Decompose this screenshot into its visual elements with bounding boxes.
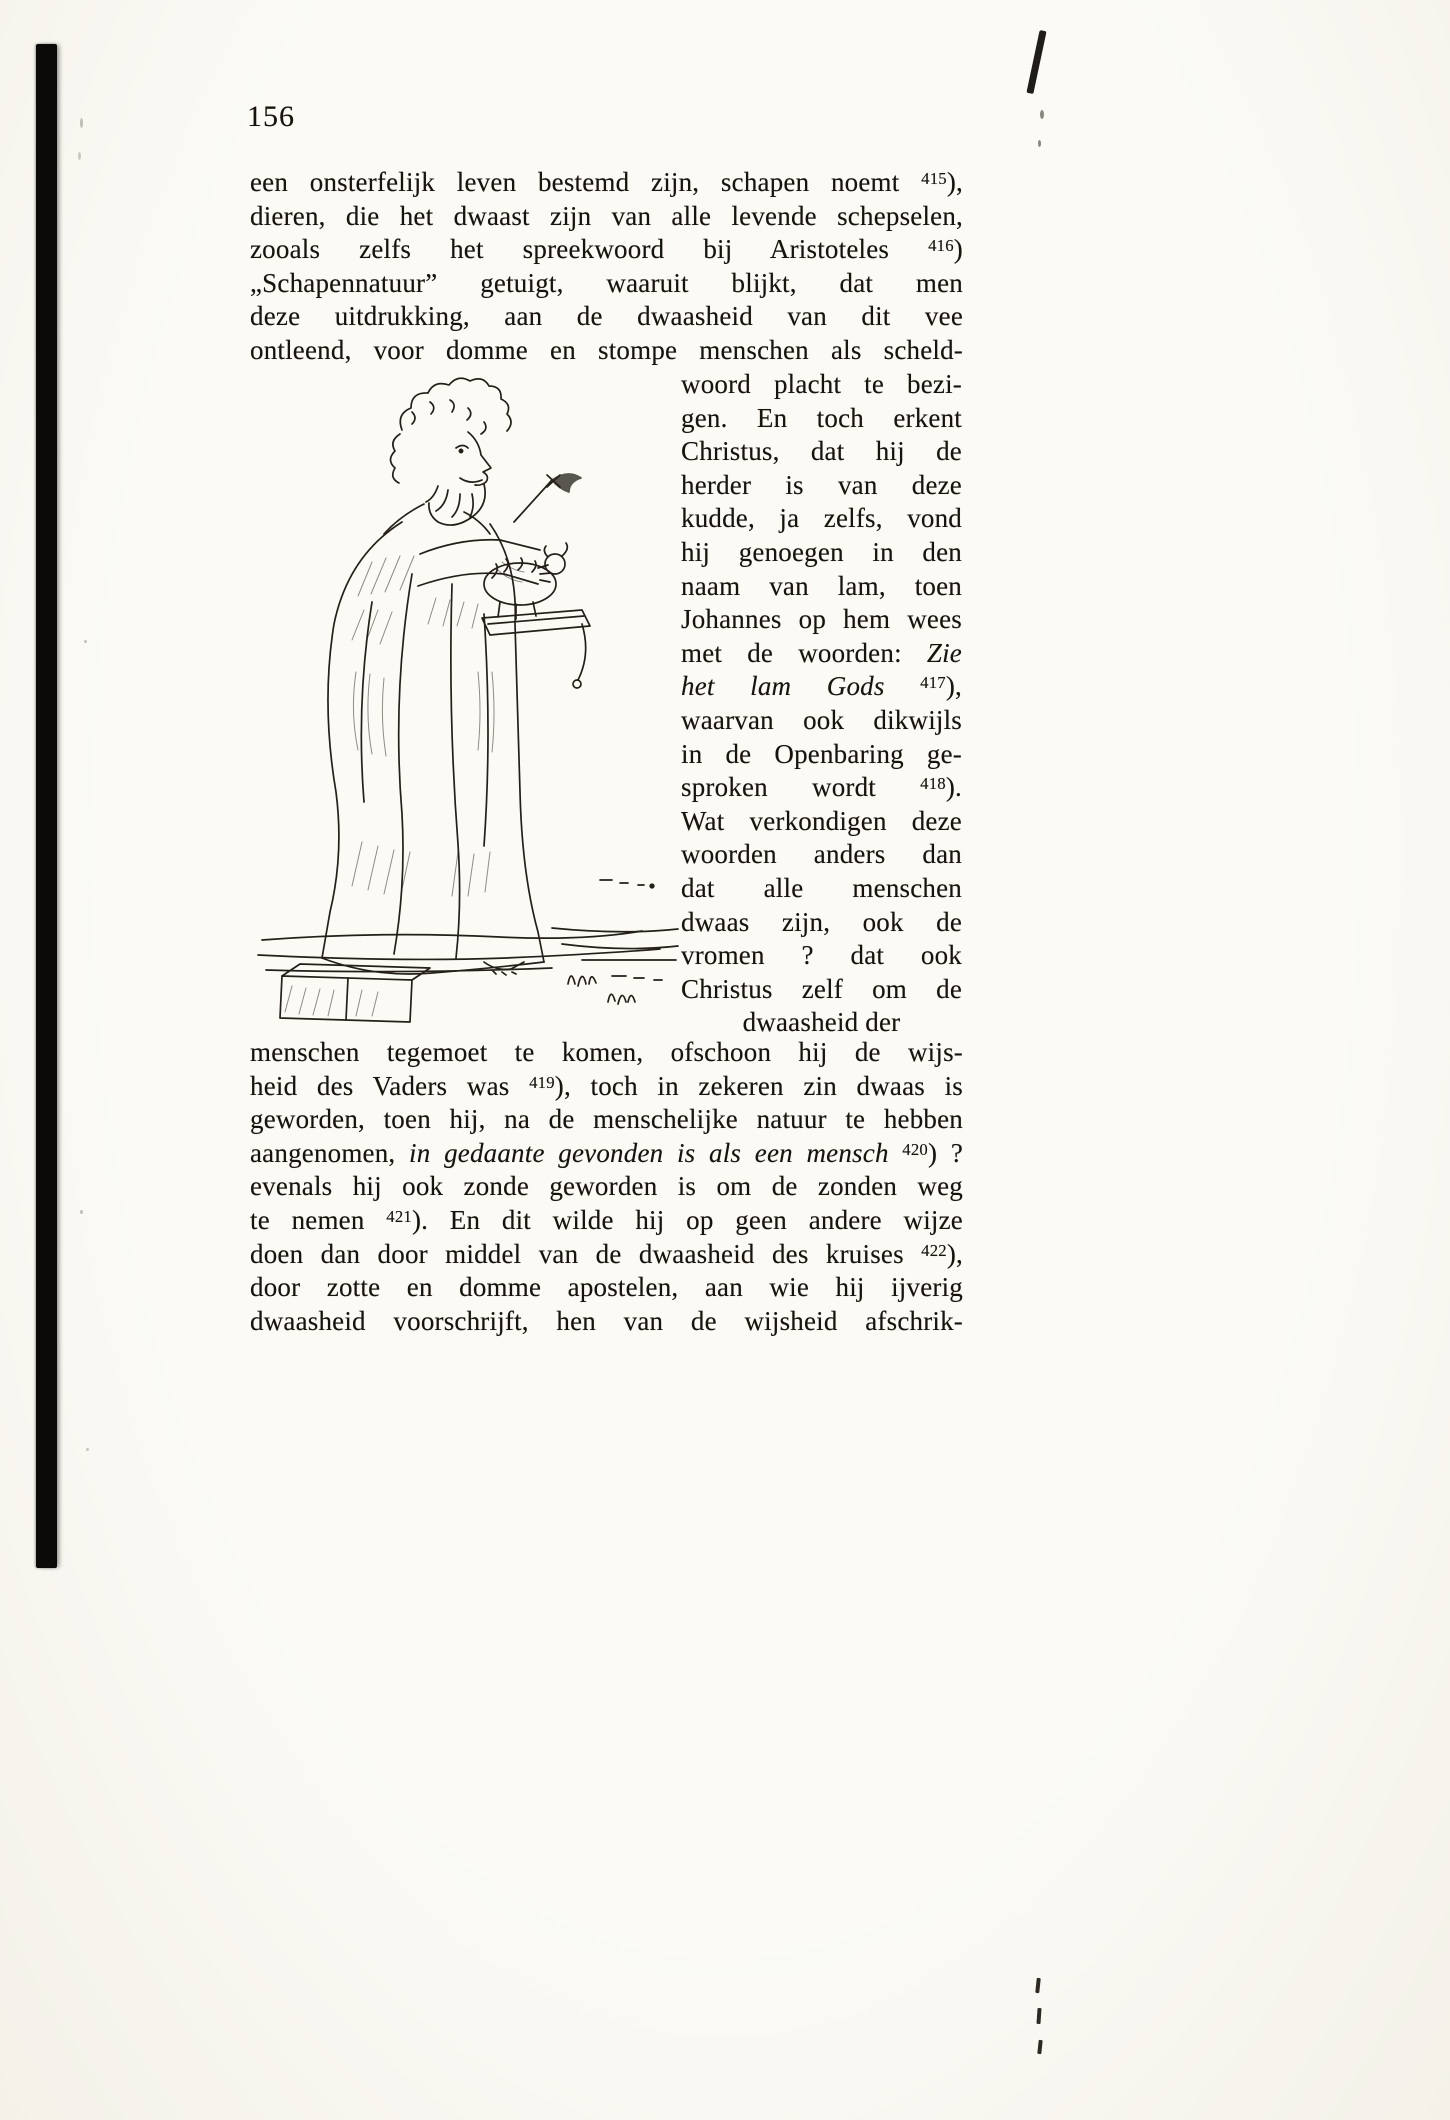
- text-line: [681, 536, 962, 570]
- text-segment: een onsterfelijk leven bestemd zijn, schapen noemt: [250, 167, 922, 197]
- text-segment: naam van lam, toen: [681, 570, 962, 601]
- text-segment: ),: [945, 671, 962, 702]
- text-segment: gen. En toch erkent: [681, 402, 962, 433]
- text-segment: in gedaante gevonden is als een mensch: [409, 1137, 903, 1168]
- text-line: [250, 166, 963, 200]
- woodcut-figure-with-lamb-svg: [252, 372, 682, 1032]
- text-line: [681, 670, 962, 704]
- text-line: [250, 1036, 963, 1070]
- text-segment: sproken wordt: [681, 772, 921, 803]
- text-segment: dwaasheid voorschrijft, hen van de wijsheid afschrik-: [250, 1305, 963, 1336]
- text-segment: ) ?: [927, 1137, 963, 1168]
- text-line: [681, 570, 962, 604]
- scan-dash: [1036, 2008, 1041, 2024]
- scan-speck: [1040, 110, 1044, 119]
- text-segment: dieren, die het dwaast zijn van alle levende schepselen,: [250, 200, 963, 231]
- woodcut-illustration: [252, 372, 682, 1032]
- text-line: [250, 1137, 963, 1171]
- text-segment: ). En dit wilde hij op geen andere wijze: [411, 1204, 963, 1235]
- text-segment: 421: [386, 1206, 412, 1226]
- text-line: [681, 771, 962, 805]
- text-line: [250, 1103, 963, 1137]
- text-line: [681, 838, 962, 872]
- text-segment: aangenomen,: [250, 1137, 410, 1168]
- scan-speck: [78, 152, 81, 160]
- text-segment: doen dan door middel van de dwaasheid des kruises: [250, 1238, 922, 1269]
- text-segment: dwaasheid der: [742, 1007, 901, 1038]
- text-line: [250, 1170, 963, 1204]
- text-segment: ), toch in zekeren zin dwaas is: [554, 1070, 963, 1101]
- text-segment: 418: [920, 774, 946, 794]
- text-segment: door zotte en domme apostelen, aan wie hij ijverig: [250, 1272, 963, 1303]
- paragraph-top: [250, 166, 963, 368]
- text-line: [681, 637, 962, 671]
- text-segment: ).: [945, 772, 962, 803]
- text-segment: ),: [946, 167, 963, 197]
- text-line: [250, 1070, 963, 1104]
- text-segment: deze uitdrukking, aan de dwaasheid van dit vee: [250, 301, 963, 332]
- text-segment: ),: [946, 1238, 963, 1269]
- text-line: [681, 469, 962, 503]
- text-segment: het lam Gods: [681, 671, 921, 702]
- text-segment: in de Openbaring ge-: [681, 738, 962, 769]
- text-line: [681, 738, 962, 772]
- text-segment: „Schapennatuur” getuigt, waaruit blijkt, dat men: [250, 267, 963, 298]
- text-line: [681, 805, 962, 839]
- text-segment: dwaas zijn, ook de: [681, 906, 962, 937]
- text-segment: waarvan ook dikwijls: [681, 704, 962, 735]
- text-segment: heid des Vaders was: [250, 1070, 530, 1101]
- text-line: [250, 267, 963, 301]
- text-segment: 422: [921, 1240, 947, 1260]
- text-segment: vromen ? dat ook: [681, 940, 962, 971]
- text-line: [250, 334, 963, 368]
- text-segment: Wat verkondigen deze: [681, 805, 962, 836]
- text-segment: dat alle menschen: [681, 872, 962, 903]
- text-segment: Zie: [926, 637, 962, 668]
- text-line: [250, 200, 963, 234]
- text-line: [681, 1006, 962, 1040]
- text-segment: herder is van deze: [681, 469, 962, 500]
- text-segment: 417: [920, 673, 946, 693]
- text-line: [681, 939, 962, 973]
- text-line: [681, 402, 962, 436]
- text-line: [681, 603, 962, 637]
- text-line: [681, 872, 962, 906]
- text-segment: 416: [928, 236, 954, 256]
- text-segment: evenals hij ook zonde geworden is om de zonden weg: [250, 1171, 963, 1202]
- text-line: [681, 973, 962, 1007]
- scan-speck: [86, 1448, 89, 1451]
- text-segment: met de woorden:: [681, 637, 927, 668]
- text-segment: ontleend, voor domme en stompe menschen als scheld-: [250, 334, 963, 365]
- text-segment: 420: [902, 1139, 928, 1159]
- scan-dash: [1035, 1978, 1041, 1993]
- text-line: [250, 1271, 963, 1305]
- text-line: [681, 368, 962, 402]
- text-line: [681, 435, 962, 469]
- text-segment: hij genoegen in den: [681, 536, 962, 567]
- scan-speck: [84, 640, 87, 643]
- text-line: [681, 502, 962, 536]
- text-segment: woord placht te bezi-: [681, 369, 962, 399]
- text-segment: woorden anders dan: [681, 839, 962, 870]
- text-line: [250, 1305, 963, 1339]
- text-segment: 415: [921, 168, 947, 188]
- text-line: [250, 300, 963, 334]
- text-line: [250, 1238, 963, 1272]
- text-line: [250, 1204, 963, 1238]
- scan-speck: [1038, 140, 1041, 147]
- column-right: [681, 368, 962, 1040]
- text-segment: Johannes op hem wees: [681, 604, 962, 635]
- text-line: [250, 233, 963, 267]
- scan-speck: [80, 118, 83, 128]
- page-number: 156: [247, 100, 295, 133]
- text-segment: geworden, toen hij, na de menschelijke natuur te hebben: [250, 1104, 963, 1135]
- text-segment: zooals zelfs het spreekwoord bij Aristoteles: [250, 234, 929, 265]
- text-line: [681, 906, 962, 940]
- text-segment: 419: [529, 1072, 555, 1092]
- text-segment: te nemen: [250, 1204, 387, 1235]
- binding-shadow-bar: [36, 44, 57, 1568]
- scan-artifact-top-right: [1026, 30, 1046, 94]
- text-segment: menschen tegemoet te komen, ofschoon hij de wijs-: [250, 1037, 963, 1067]
- text-line: [681, 704, 962, 738]
- text-segment: Christus zelf om de: [681, 973, 962, 1004]
- text-segment: ): [953, 234, 963, 265]
- text-segment: Christus, dat hij de: [681, 436, 962, 467]
- text-segment: kudde, ja zelfs, vond: [681, 503, 962, 534]
- scan-dash: [1037, 2040, 1042, 2054]
- paragraph-bottom: [250, 1036, 963, 1338]
- scan-speck: [80, 1210, 83, 1214]
